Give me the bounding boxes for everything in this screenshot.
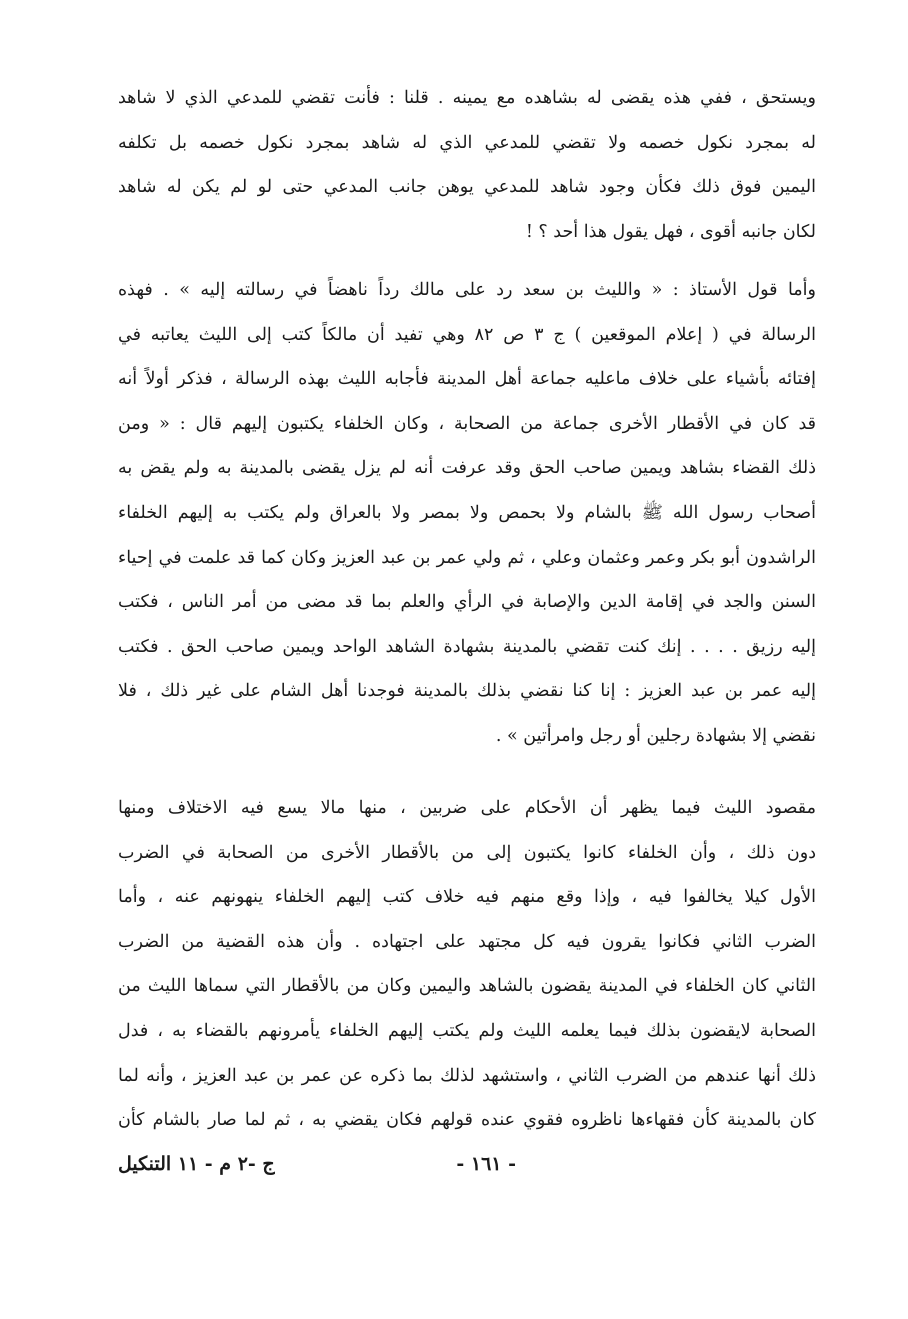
text-line: الأول كيلا يخالفوا فيه ، وإذا وقع منهم فيه خلاف كتب إليهم الخلفاء ينهونهم عنه ، وأما	[118, 887, 816, 908]
text-line: دون ذلك ، وأن الخلفاء كانوا يكتبون إلى من بالأقطار الأخرى من الصحابة في الضرب	[118, 842, 816, 863]
text-line: اليمين فوق ذلك فكأن وجود شاهد للمدعي يوهن جانب المدعي حتى لو لم يكن له شاهد	[118, 177, 816, 198]
text-line: الراشدون أبو بكر وعمر وعثمان وعلي ، ثم ولي عمر بن عبد العزيز وكان كما قد علمت في إحياء	[118, 547, 816, 568]
text-line: لكان جانبه أقوى ، فهل يقول هذا أحد ؟ !	[525, 221, 816, 242]
signature-mark: ج -٢ م - ١١ التنكيل	[118, 1153, 275, 1175]
page-footer	[118, 1153, 816, 1189]
text-line: نقضي إلا بشهادة رجلين أو رجل وامرأتين » .	[495, 725, 816, 746]
text-line: كان بالمدينة كأن فقهاءها ناظروه فقوي عنده قولهم فكان يقضي به ، ثم لما صار بالشام كأن	[118, 1110, 816, 1131]
text-line: الضرب الثاني فكانوا يقرون فيه كل مجتهد على اجتهاده . وأن هذه القضية من الضرب	[118, 931, 816, 952]
text-line: ذلك أنها عندهم من الضرب الثاني ، واستشهد لذلك بما ذكره عن عمر بن عبد العزيز ، وأنه لما	[118, 1065, 816, 1086]
text-line: ذلك القضاء بشاهد ويمين صاحب الحق وقد عرفت أنه لم يزل يقضى بالمدينة به ولم يقض به	[118, 458, 816, 479]
text-line: قد كان في الأقطار الأخرى جماعة من الصحابة ، وكان الخلفاء يكتبون إليهم قال : « ومن	[118, 413, 816, 434]
text-line: له بمجرد نكول خصمه ولا تقضي للمدعي الذي له شاهد بمجرد نكول خصمه بل تكلفه	[118, 132, 816, 153]
page-number: - ١٦١ -	[456, 1153, 516, 1175]
paragraph-2	[118, 268, 816, 759]
text-line: إليه رزيق . . . . إنك كنت تقضي بالمدينة بشهادة الشاهد الواحد ويمين صاحب الحق . فكتب	[118, 636, 816, 657]
text-line: ويستحق ، ففي هذه يقضى له بشاهده مع يمينه . قلنا : فأنت تقضي للمدعي الذي لا شاهد	[118, 88, 816, 108]
text-line: وأما قول الأستاذ : « والليث بن سعد رد على مالك رداً ناهضاً في رسالته إليه » . فهذه	[118, 280, 816, 300]
text-line: إليه عمر بن عبد العزيز : إنا كنا نقضي بذلك بالمدينة فوجدنا أهل الشام على غير ذلك ، فلا	[118, 681, 816, 702]
text-line: الثاني كان الخلفاء في المدينة يقضون بالشاهد واليمين وكان من بالأقطار التي سماها الليث من	[118, 976, 816, 997]
paragraph-1	[118, 76, 816, 254]
text-line: أصحاب رسول الله ﷺ بالشام ولا بحمص ولا بمصر ولا بالعراق ولم يكتب به إليهم الخلفاء	[118, 502, 816, 523]
text-line: الصحابة لايقضون بذلك فيما يعلمه الليث ولم يكتب إليهم الخلفاء يأمرونهم بالقضاء به ، فدل	[118, 1020, 816, 1041]
text-line: السنن والجد في إقامة الدين والإصابة في الرأي والعلم بما قد مضى من أمر الناس ، فكتب	[118, 592, 816, 613]
text-line: إفتائه بأشياء على خلاف ماعليه جماعة أهل المدينة فأجابه الليث بهذه الرسالة ، فذكر أولاً أنه	[118, 369, 816, 390]
text-line: مقصود الليث فيما يظهر أن الأحكام على ضربين ، منها مالا يسع فيه الاختلاف ومنها	[118, 798, 816, 818]
paragraph-3	[118, 786, 816, 1143]
text-line: الرسالة في ( إعلام الموقعين ) ج ٣ ص ٨٢ وهي تفيد أن مالكاً كتب إلى الليث يعاتبه في	[118, 324, 816, 345]
